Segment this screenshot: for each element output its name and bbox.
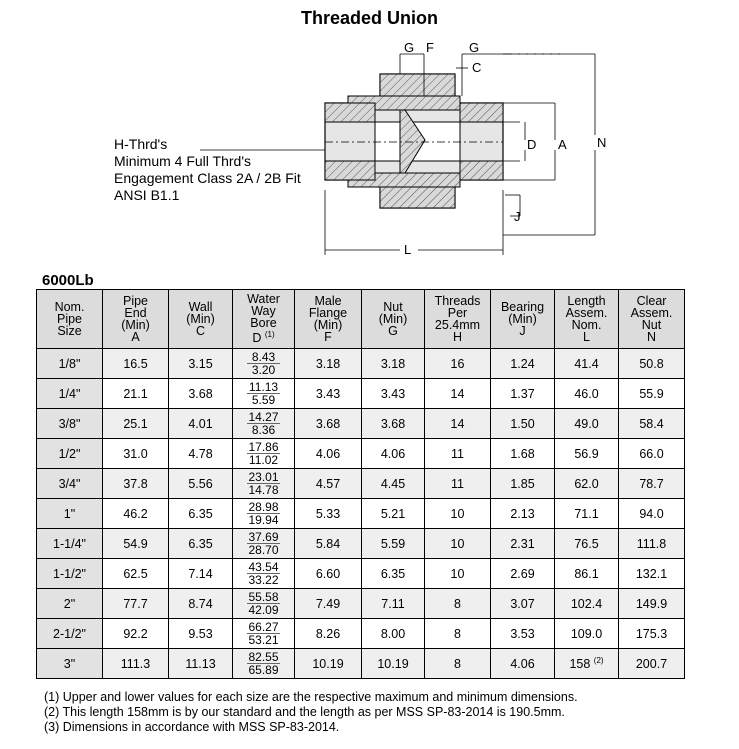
page-title: Threaded Union xyxy=(300,8,438,28)
cell-j: 2.31 xyxy=(491,529,555,559)
table-row xyxy=(37,589,685,619)
header-threads: Threads Per 25.4mm H xyxy=(425,290,491,349)
cell-n: 200.7 xyxy=(619,649,685,679)
cell-f: 3.43 xyxy=(295,379,362,409)
header-pipe-end: Pipe End (Min) A xyxy=(103,290,169,349)
cell-n: 132.1 xyxy=(619,559,685,589)
cell-l: 102.4 xyxy=(555,589,619,619)
callout-line: ANSI B1.1 xyxy=(114,187,180,203)
footnote: (3) Dimensions in accordance with MSS SP-83-2014. xyxy=(44,720,340,734)
cell-d: 37.69 28.70 xyxy=(233,529,295,559)
dim-c-label: C xyxy=(472,60,482,75)
cell-l: 41.4 xyxy=(555,349,619,379)
cell-c: 3.15 xyxy=(169,349,233,379)
cell-h: 11 xyxy=(425,439,491,469)
cell-l: 46.0 xyxy=(555,379,619,409)
callout-line: Minimum 4 Full Thrd's xyxy=(114,153,251,169)
cell-n: 149.9 xyxy=(619,589,685,619)
dim-g2-label: G xyxy=(469,40,480,55)
cell-j: 1.37 xyxy=(491,379,555,409)
cell-d: 55.58 42.09 xyxy=(233,589,295,619)
cell-l: 49.0 xyxy=(555,409,619,439)
cell-size: 3/4" xyxy=(37,469,103,499)
cell-d: 17.86 11.02 xyxy=(233,439,295,469)
footnotes xyxy=(44,690,578,735)
cell-n: 94.0 xyxy=(619,499,685,529)
cell-d: 28.98 19.94 xyxy=(233,499,295,529)
cell-g: 7.11 xyxy=(362,589,425,619)
dim-n-label: N xyxy=(597,135,607,150)
cell-a: 111.3 xyxy=(103,649,169,679)
table-row xyxy=(37,439,685,469)
cell-j: 1.85 xyxy=(491,469,555,499)
header-length: Length Assem. Nom. L xyxy=(555,290,619,349)
cell-n: 66.0 xyxy=(619,439,685,469)
table-header-row xyxy=(37,290,685,349)
cell-l: 158 $^{(2)}$ xyxy=(555,649,619,679)
header-nut: Nut (Min) G xyxy=(362,290,425,349)
cell-j: 4.06 xyxy=(491,649,555,679)
cell-c: 6.35 xyxy=(169,529,233,559)
cell-g: 3.18 xyxy=(362,349,425,379)
cell-c: 11.13 xyxy=(169,649,233,679)
cell-c: 3.68 xyxy=(169,379,233,409)
table-row xyxy=(37,409,685,439)
cell-f: 4.06 xyxy=(295,439,362,469)
cell-f: 5.84 xyxy=(295,529,362,559)
cell-a: 77.7 xyxy=(103,589,169,619)
cell-j: 3.53 xyxy=(491,619,555,649)
dim-l-label: L xyxy=(404,242,412,257)
cell-l: 86.1 xyxy=(555,559,619,589)
cell-h: 8 xyxy=(425,649,491,679)
table-row xyxy=(37,349,685,379)
cell-size: 1-1/2" xyxy=(37,559,103,589)
cell-d: 8.43 3.20 xyxy=(233,349,295,379)
cell-f: 4.57 xyxy=(295,469,362,499)
dim-f-label: F xyxy=(426,40,434,55)
cell-j: 1.50 xyxy=(491,409,555,439)
table-row xyxy=(37,469,685,499)
cell-h: 11 xyxy=(425,469,491,499)
cell-h: 8 xyxy=(425,619,491,649)
cell-n: 55.9 xyxy=(619,379,685,409)
cell-d: 82.55 65.89 xyxy=(233,649,295,679)
cell-j: 3.07 xyxy=(491,589,555,619)
cell-size: 1/4" xyxy=(37,379,103,409)
cell-g: 5.21 xyxy=(362,499,425,529)
cell-n: 78.7 xyxy=(619,469,685,499)
cell-size: 1/2" xyxy=(37,439,103,469)
callout-line: Engagement Class 2A / 2B Fit xyxy=(114,170,301,186)
cell-n: 111.8 xyxy=(619,529,685,559)
cell-f: 6.60 xyxy=(295,559,362,589)
cell-h: 8 xyxy=(425,589,491,619)
union-body-outline xyxy=(325,74,503,208)
cell-a: 25.1 xyxy=(103,409,169,439)
dim-d-label: D xyxy=(527,137,537,152)
cell-c: 4.78 xyxy=(169,439,233,469)
cell-a: 54.9 xyxy=(103,529,169,559)
cell-d: 11.13 5.59 xyxy=(233,379,295,409)
cell-g: 6.35 xyxy=(362,559,425,589)
dim-j-label: J xyxy=(514,209,521,224)
table-row xyxy=(37,619,685,649)
cell-h: 14 xyxy=(425,379,491,409)
cell-g: 3.68 xyxy=(362,409,425,439)
cell-g: 3.43 xyxy=(362,379,425,409)
header-bearing: Bearing (Min) J xyxy=(491,290,555,349)
table-row xyxy=(37,379,685,409)
dim-a-label: A xyxy=(558,137,567,152)
cell-size: 1-1/4" xyxy=(37,529,103,559)
cell-c: 4.01 xyxy=(169,409,233,439)
cell-d: 43.54 33.22 xyxy=(233,559,295,589)
cell-size: 3/8" xyxy=(37,409,103,439)
cell-f: 8.26 xyxy=(295,619,362,649)
cell-c: 6.35 xyxy=(169,499,233,529)
header-wall: Wall (Min) C xyxy=(169,290,233,349)
cell-g: 4.06 xyxy=(362,439,425,469)
cell-f: 3.68 xyxy=(295,409,362,439)
dimension-table xyxy=(36,289,685,679)
cell-f: 3.18 xyxy=(295,349,362,379)
cell-size: 2" xyxy=(37,589,103,619)
cell-c: 7.14 xyxy=(169,559,233,589)
cell-l: 109.0 xyxy=(555,619,619,649)
cell-h: 14 xyxy=(425,409,491,439)
cell-d: 14.27 8.36 xyxy=(233,409,295,439)
cell-size: 2-1/2" xyxy=(37,619,103,649)
cell-j: 2.69 xyxy=(491,559,555,589)
cell-j: 2.13 xyxy=(491,499,555,529)
cell-j: 1.24 xyxy=(491,349,555,379)
cell-n: 175.3 xyxy=(619,619,685,649)
cell-g: 10.19 xyxy=(362,649,425,679)
cell-f: 10.19 xyxy=(295,649,362,679)
cell-g: 5.59 xyxy=(362,529,425,559)
cell-g: 8.00 xyxy=(362,619,425,649)
thread-callout xyxy=(114,136,301,204)
cell-c: 9.53 xyxy=(169,619,233,649)
cell-a: 21.1 xyxy=(103,379,169,409)
cell-j: 1.68 xyxy=(491,439,555,469)
cell-h: 10 xyxy=(425,529,491,559)
cell-h: 10 xyxy=(425,499,491,529)
footnote: (2) This length 158mm is by our standard and the length as per MSS SP-83-2014 is 190.5mm. xyxy=(44,705,565,719)
cell-d: 66.27 53.21 xyxy=(233,619,295,649)
cell-a: 16.5 xyxy=(103,349,169,379)
cell-l: 71.1 xyxy=(555,499,619,529)
cell-l: 56.9 xyxy=(555,439,619,469)
cell-size: 1" xyxy=(37,499,103,529)
pressure-class-label: 6000Lb xyxy=(42,272,94,289)
dim-g-label: G xyxy=(404,40,415,55)
cell-d: 23.01 14.78 xyxy=(233,469,295,499)
header-water-way-bore: Water Way Bore D $^{(1)}$ xyxy=(233,290,295,349)
table-row xyxy=(37,649,685,679)
cell-a: 46.2 xyxy=(103,499,169,529)
header-male-flange: Male Flange (Min) F xyxy=(295,290,362,349)
cell-size: 3" xyxy=(37,649,103,679)
cell-a: 37.8 xyxy=(103,469,169,499)
cell-c: 8.74 xyxy=(169,589,233,619)
cell-f: 5.33 xyxy=(295,499,362,529)
table-row xyxy=(37,559,685,589)
table-row xyxy=(37,499,685,529)
cell-h: 16 xyxy=(425,349,491,379)
cell-g: 4.45 xyxy=(362,469,425,499)
cell-l: 76.5 xyxy=(555,529,619,559)
header-clear-nut: Clear Assem. Nut N xyxy=(619,290,685,349)
callout-line: H-Thrd's xyxy=(114,136,168,152)
cell-f: 7.49 xyxy=(295,589,362,619)
header-nom-pipe-size: Nom. Pipe Size xyxy=(37,290,103,349)
cell-size: 1/8" xyxy=(37,349,103,379)
footnote: (1) Upper and lower values for each size are the respective maximum and minimum dimensions. xyxy=(44,690,578,704)
cell-l: 62.0 xyxy=(555,469,619,499)
cell-a: 92.2 xyxy=(103,619,169,649)
cell-a: 62.5 xyxy=(103,559,169,589)
table-row xyxy=(37,529,685,559)
cell-n: 58.4 xyxy=(619,409,685,439)
cell-a: 31.0 xyxy=(103,439,169,469)
cell-h: 10 xyxy=(425,559,491,589)
cell-c: 5.56 xyxy=(169,469,233,499)
cell-n: 50.8 xyxy=(619,349,685,379)
